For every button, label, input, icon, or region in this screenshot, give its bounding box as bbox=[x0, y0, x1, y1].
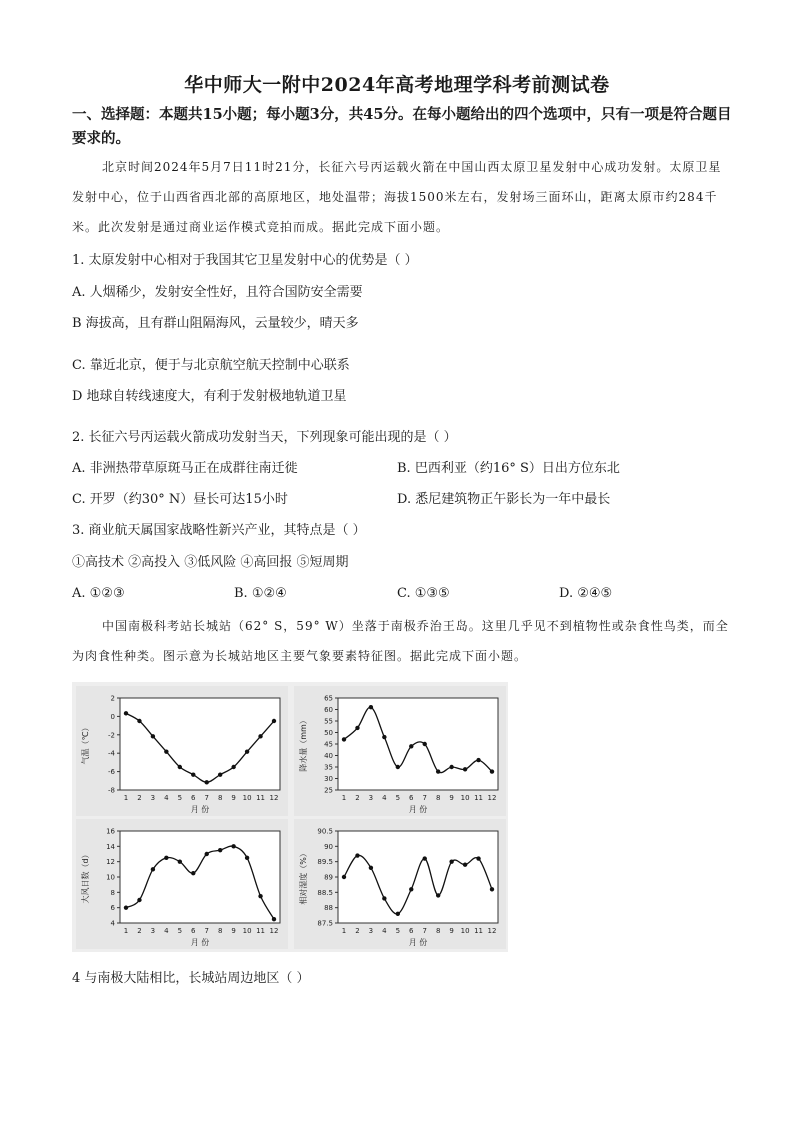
temperature-chart bbox=[76, 686, 288, 816]
data-point bbox=[231, 844, 235, 848]
data-point bbox=[342, 737, 346, 741]
data-point bbox=[463, 767, 467, 771]
y-tick-label: 45 bbox=[324, 740, 333, 749]
data-point bbox=[124, 905, 128, 909]
x-tick-label: 8 bbox=[217, 794, 223, 802]
data-point bbox=[355, 853, 359, 857]
x-tick-label: 4 bbox=[382, 794, 387, 802]
x-tick-label: 6 bbox=[409, 927, 414, 935]
data-point bbox=[245, 856, 249, 860]
data-point bbox=[490, 769, 494, 773]
x-tick-label: 3 bbox=[150, 927, 156, 935]
data-point bbox=[191, 772, 195, 776]
question-1-option-d[interactable]: D 地球自转线速度大，有利于发射极地轨道卫星 bbox=[72, 389, 347, 404]
gale-days-chart bbox=[76, 819, 288, 949]
y-tick-label: -6 bbox=[108, 768, 115, 777]
data-point bbox=[258, 894, 262, 898]
gale-days-chart-svg bbox=[76, 819, 288, 949]
y-tick-label: 90.5 bbox=[317, 827, 333, 836]
question-3-option-b[interactable]: B. ①②④ bbox=[234, 586, 287, 601]
y-tick-label: 25 bbox=[324, 786, 333, 795]
x-tick-label: 11 bbox=[256, 794, 266, 802]
data-point bbox=[342, 875, 346, 879]
data-point bbox=[369, 705, 373, 709]
x-tick-label: 7 bbox=[422, 927, 427, 935]
x-tick-label: 9 bbox=[231, 794, 236, 802]
x-axis-label: 月 份 bbox=[190, 938, 210, 947]
data-point bbox=[436, 893, 440, 897]
y-tick-label: 50 bbox=[324, 729, 333, 737]
data-point bbox=[137, 719, 141, 723]
humidity-chart bbox=[294, 819, 506, 949]
x-tick-label: 7 bbox=[422, 794, 427, 802]
y-axis-label: 相对湿度（%） bbox=[299, 849, 308, 905]
x-tick-label: 10 bbox=[460, 794, 470, 802]
data-point bbox=[423, 856, 427, 860]
humidity-chart-svg bbox=[294, 819, 506, 949]
x-tick-label: 1 bbox=[123, 794, 129, 802]
x-tick-label: 2 bbox=[355, 927, 360, 935]
x-tick-label: 1 bbox=[341, 927, 347, 935]
question-3-option-d[interactable]: D. ②④⑤ bbox=[559, 586, 613, 601]
precipitation-chart-svg bbox=[294, 686, 506, 816]
passage-2 bbox=[72, 611, 734, 671]
data-point bbox=[218, 848, 222, 852]
x-tick-label: 12 bbox=[487, 794, 497, 802]
y-tick-label: 89 bbox=[324, 873, 333, 882]
x-tick-label: 5 bbox=[395, 927, 401, 935]
x-tick-label: 4 bbox=[164, 794, 169, 802]
y-tick-label: 16 bbox=[106, 827, 115, 836]
x-tick-label: 8 bbox=[435, 927, 441, 935]
x-tick-label: 1 bbox=[123, 927, 129, 935]
data-point bbox=[124, 711, 128, 715]
data-point bbox=[151, 867, 155, 871]
question-2-option-c[interactable]: C. 开罗（约30° N）昼长可达15小时 bbox=[72, 492, 288, 507]
data-point bbox=[137, 898, 141, 902]
x-tick-label: 2 bbox=[137, 927, 142, 935]
y-axis-label: 降水量（mm） bbox=[299, 716, 308, 772]
question-3-option-a[interactable]: A. ①②③ bbox=[72, 586, 125, 601]
x-axis-label: 月 份 bbox=[408, 938, 428, 947]
y-tick-label: 8 bbox=[110, 888, 115, 897]
y-tick-label: 14 bbox=[106, 842, 115, 851]
precipitation-chart bbox=[294, 686, 506, 816]
x-tick-label: 5 bbox=[177, 927, 183, 935]
plot-frame bbox=[120, 698, 280, 790]
plot-frame bbox=[338, 698, 498, 790]
x-tick-label: 10 bbox=[242, 927, 252, 935]
data-point bbox=[409, 887, 413, 891]
data-point bbox=[369, 866, 373, 870]
x-tick-label: 8 bbox=[435, 794, 441, 802]
x-tick-label: 5 bbox=[395, 794, 401, 802]
x-tick-label: 6 bbox=[191, 794, 196, 802]
data-point bbox=[218, 772, 222, 776]
data-point bbox=[164, 749, 168, 753]
data-point bbox=[449, 859, 453, 863]
x-tick-label: 10 bbox=[242, 794, 252, 802]
data-point bbox=[396, 912, 400, 916]
question-1-option-b[interactable]: B 海拔高，且有群山阻隔海风，云量较少，晴天多 bbox=[72, 316, 359, 331]
data-point bbox=[205, 852, 209, 856]
x-tick-label: 7 bbox=[204, 794, 209, 802]
data-point bbox=[382, 896, 386, 900]
data-point bbox=[205, 780, 209, 784]
x-tick-label: 3 bbox=[150, 794, 156, 802]
x-tick-label: 11 bbox=[474, 927, 484, 935]
question-1-stem: 1. 太原发射中心相对于我国其它卫星发射中心的优势是（ ） bbox=[72, 253, 418, 268]
data-point bbox=[258, 734, 262, 738]
x-tick-label: 4 bbox=[164, 927, 169, 935]
data-point bbox=[245, 749, 249, 753]
data-point bbox=[463, 863, 467, 867]
passage-2-text: 中国南极科考站长城站（62° S，59° W）坐落于南极乔治王岛。这里几乎见不到植物性或杂食性鸟类，而全为肉食性种类。图示意为长城站地区主要气象要素特征图。据此完成下面小题。 bbox=[72, 619, 729, 663]
question-3-stem: 3. 商业航天属国家战略性新兴产业，其特点是（ ） bbox=[72, 523, 366, 538]
y-tick-label: 88.5 bbox=[317, 888, 333, 897]
data-point bbox=[355, 726, 359, 730]
data-point bbox=[436, 769, 440, 773]
section-heading: 一、选择题：本题共15小题；每小题3分，共45分。在每小题给出的四个选项中，只有一项是符合题目要求的。 bbox=[72, 106, 732, 147]
question-1-option-c[interactable]: C. 靠近北京，便于与北京航空航天控制中心联系 bbox=[72, 358, 350, 373]
question-2-option-b[interactable]: B. 巴西利亚（约16° S）日出方位东北 bbox=[397, 461, 620, 476]
x-tick-label: 9 bbox=[449, 794, 454, 802]
y-tick-label: -2 bbox=[108, 731, 115, 740]
x-tick-label: 11 bbox=[474, 794, 484, 802]
y-tick-label: 60 bbox=[324, 706, 333, 714]
y-tick-label: 65 bbox=[324, 694, 333, 703]
data-point bbox=[272, 917, 276, 921]
x-tick-label: 10 bbox=[460, 927, 470, 935]
x-tick-label: 5 bbox=[177, 794, 183, 802]
data-point bbox=[231, 765, 235, 769]
y-tick-label: 6 bbox=[110, 904, 115, 913]
y-tick-label: -4 bbox=[108, 749, 115, 758]
data-point bbox=[272, 719, 276, 723]
y-tick-label: 90 bbox=[324, 842, 333, 851]
x-tick-label: 11 bbox=[256, 927, 266, 935]
question-3-items: ①高技术 ②高投入 ③低风险 ④高回报 ⑤短周期 bbox=[72, 555, 349, 570]
y-tick-label: 10 bbox=[106, 873, 115, 882]
data-point bbox=[396, 765, 400, 769]
climate-figure bbox=[72, 682, 508, 952]
x-tick-label: 2 bbox=[137, 794, 142, 802]
data-point bbox=[423, 742, 427, 746]
y-axis-label: 气温（℃） bbox=[81, 723, 90, 765]
data-point bbox=[476, 856, 480, 860]
y-tick-label: 4 bbox=[110, 919, 115, 928]
x-axis-label: 月 份 bbox=[190, 805, 210, 814]
passage-1 bbox=[72, 152, 734, 242]
data-point bbox=[382, 735, 386, 739]
data-point bbox=[476, 758, 480, 762]
y-tick-label: 2 bbox=[110, 694, 115, 703]
data-point bbox=[178, 859, 182, 863]
y-tick-label: 55 bbox=[324, 717, 333, 726]
x-tick-label: 3 bbox=[368, 794, 374, 802]
y-tick-label: 40 bbox=[324, 752, 333, 760]
y-tick-label: 35 bbox=[324, 763, 333, 772]
x-tick-label: 9 bbox=[231, 927, 236, 935]
y-tick-label: 0 bbox=[110, 712, 115, 721]
plot-frame bbox=[338, 831, 498, 923]
x-tick-label: 4 bbox=[382, 927, 387, 935]
x-tick-label: 9 bbox=[449, 927, 454, 935]
x-tick-label: 3 bbox=[368, 927, 374, 935]
temperature-chart-svg bbox=[76, 686, 288, 816]
x-tick-label: 8 bbox=[217, 927, 223, 935]
y-tick-label: 87.5 bbox=[317, 919, 333, 928]
x-tick-label: 12 bbox=[487, 927, 497, 935]
question-4-stem: 4 与南极大陆相比，长城站周边地区（ ） bbox=[72, 971, 310, 986]
y-tick-label: 88 bbox=[324, 904, 333, 913]
question-2-stem: 2. 长征六号丙运载火箭成功发射当天，下列现象可能出现的是（ ） bbox=[72, 430, 457, 445]
question-1-option-a[interactable]: A. 人烟稀少，发射安全性好，且符合国防安全需要 bbox=[72, 285, 363, 300]
question-2-option-d[interactable]: D. 悉尼建筑物正午影长为一年中最长 bbox=[397, 492, 611, 507]
data-point bbox=[178, 765, 182, 769]
x-axis-label: 月 份 bbox=[408, 805, 428, 814]
data-point bbox=[191, 871, 195, 875]
x-tick-label: 2 bbox=[355, 794, 360, 802]
y-tick-label: -8 bbox=[108, 786, 115, 795]
data-point bbox=[409, 744, 413, 748]
data-point bbox=[151, 734, 155, 738]
passage-1-text: 北京时间2024年5月7日11时21分，长征六号丙运载火箭在中国山西太原卫星发射中心成功发射。太原卫星发射中心，位于山西省西北部的高原地区，地处温带；海拔1500米左右，发射场三面环山，距离太原市约284千米。此次发射是通过商业运作模式竞拍而成。据此完成下面小题。 bbox=[72, 160, 722, 234]
y-tick-label: 89.5 bbox=[317, 858, 333, 867]
y-tick-label: 30 bbox=[324, 775, 333, 783]
x-tick-label: 12 bbox=[269, 794, 279, 802]
data-point bbox=[164, 856, 168, 860]
y-axis-label: 大风日数（d） bbox=[81, 850, 90, 904]
question-3-option-c[interactable]: C. ①③⑤ bbox=[397, 586, 450, 601]
x-tick-label: 12 bbox=[269, 927, 279, 935]
y-tick-label: 12 bbox=[106, 858, 115, 867]
page-title: 华中师大一附中2024年高考地理学科考前测试卷 bbox=[184, 74, 610, 96]
question-2-option-a[interactable]: A. 非洲热带草原斑马正在成群往南迁徙 bbox=[72, 461, 298, 476]
data-point bbox=[449, 765, 453, 769]
x-tick-label: 1 bbox=[341, 794, 347, 802]
data-point bbox=[490, 887, 494, 891]
plot-frame bbox=[120, 831, 280, 923]
x-tick-label: 7 bbox=[204, 927, 209, 935]
x-tick-label: 6 bbox=[409, 794, 414, 802]
x-tick-label: 6 bbox=[191, 927, 196, 935]
